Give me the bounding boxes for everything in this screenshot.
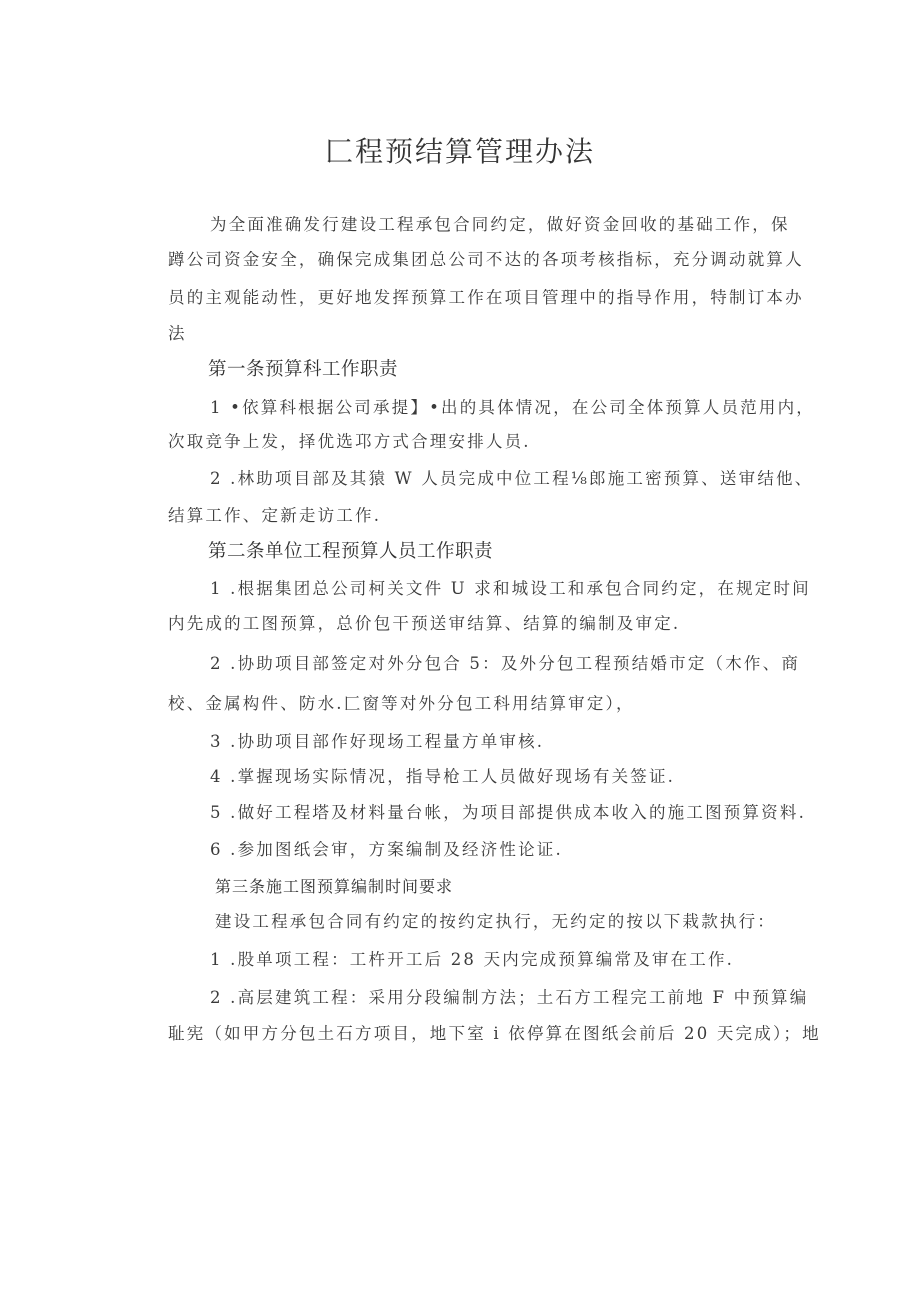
article-3-heading: 第三条施工图预算编制时间要求 [215, 877, 454, 896]
intro-line: 为全面准确发行建设工程承包合同约定，做好资金回收的基础工作，保 [210, 215, 790, 234]
article-2-line: 4 .掌握现场实际情况，指导枪工人员做好现场有关签证. [210, 767, 676, 786]
article-1-heading: 第一条预算科工作职责 [208, 359, 399, 380]
intro-line: 蹲公司资金安全，确保完成集团总公司不达的各项考核指标，充分调动就算人 [168, 250, 804, 269]
article-2-heading: 第二条单位工程预算人员工作职责 [208, 541, 494, 562]
article-1-line: 次取竞争上发，择优选邛方式合理安排人员. [168, 432, 531, 451]
article-3-line: 耻宪（如甲方分包土石方项目，地下室 i 依停算在图纸会前后 20 天完成）；地 [168, 1024, 821, 1043]
article-2-line: 1 .根据集团总公司柯关文件 U 求和城设工和承包合同约定，在规定时间 [210, 579, 811, 598]
article-2-line: 5 .做好工程塔及材料量台帐，为项目部提供成本收入的施工图预算资料. [210, 803, 807, 822]
article-2-line: 2 .协助项目部签定对外分包合 5：及外分包工程预结婚市定（木作、商 [210, 654, 801, 673]
article-3-line: 1 .股单项工程：工杵开工后 28 天内完成预算编常及审在工作. [210, 950, 735, 969]
article-3-line: 2 .高层建筑工程：采用分段编制方法；土石方工程完工前地 F 中预算编 [210, 988, 809, 1007]
article-2-line: 校、金属构件、防水.匚窗等对外分包工科用结算审定）， [168, 694, 635, 713]
article-1-line: 1 •依算科根据公司承提】•出的具体情况，在公司全体预算人员范用内， [210, 398, 816, 417]
article-2-line: 内先成的工图预算，总价包干预送审结算、结算的编制及审定. [168, 614, 681, 633]
article-3-line: 建设工程承包合同有约定的按约定执行，无约定的按以下栽款执行： [215, 912, 776, 931]
article-2-line: 3 .协助项目部作好现场工程量方单审核. [210, 732, 545, 751]
article-1-line: 结算工作、定新走访工作. [168, 506, 382, 525]
article-1-line: 2 .林助项目部及其猿 W 人员完成中位工程⅛郎施工密预算、送审结他、 [210, 469, 814, 488]
intro-line: 员的主观能动性，更好地发挥预算工作在项目管理中的指导作用，特制订本办 [168, 288, 804, 307]
page-title: 匚程预结算管理办法 [324, 135, 595, 168]
article-2-line: 6 .参加图纸会审，方案编制及经济性论证. [210, 840, 563, 859]
intro-line: 法 [168, 324, 187, 343]
